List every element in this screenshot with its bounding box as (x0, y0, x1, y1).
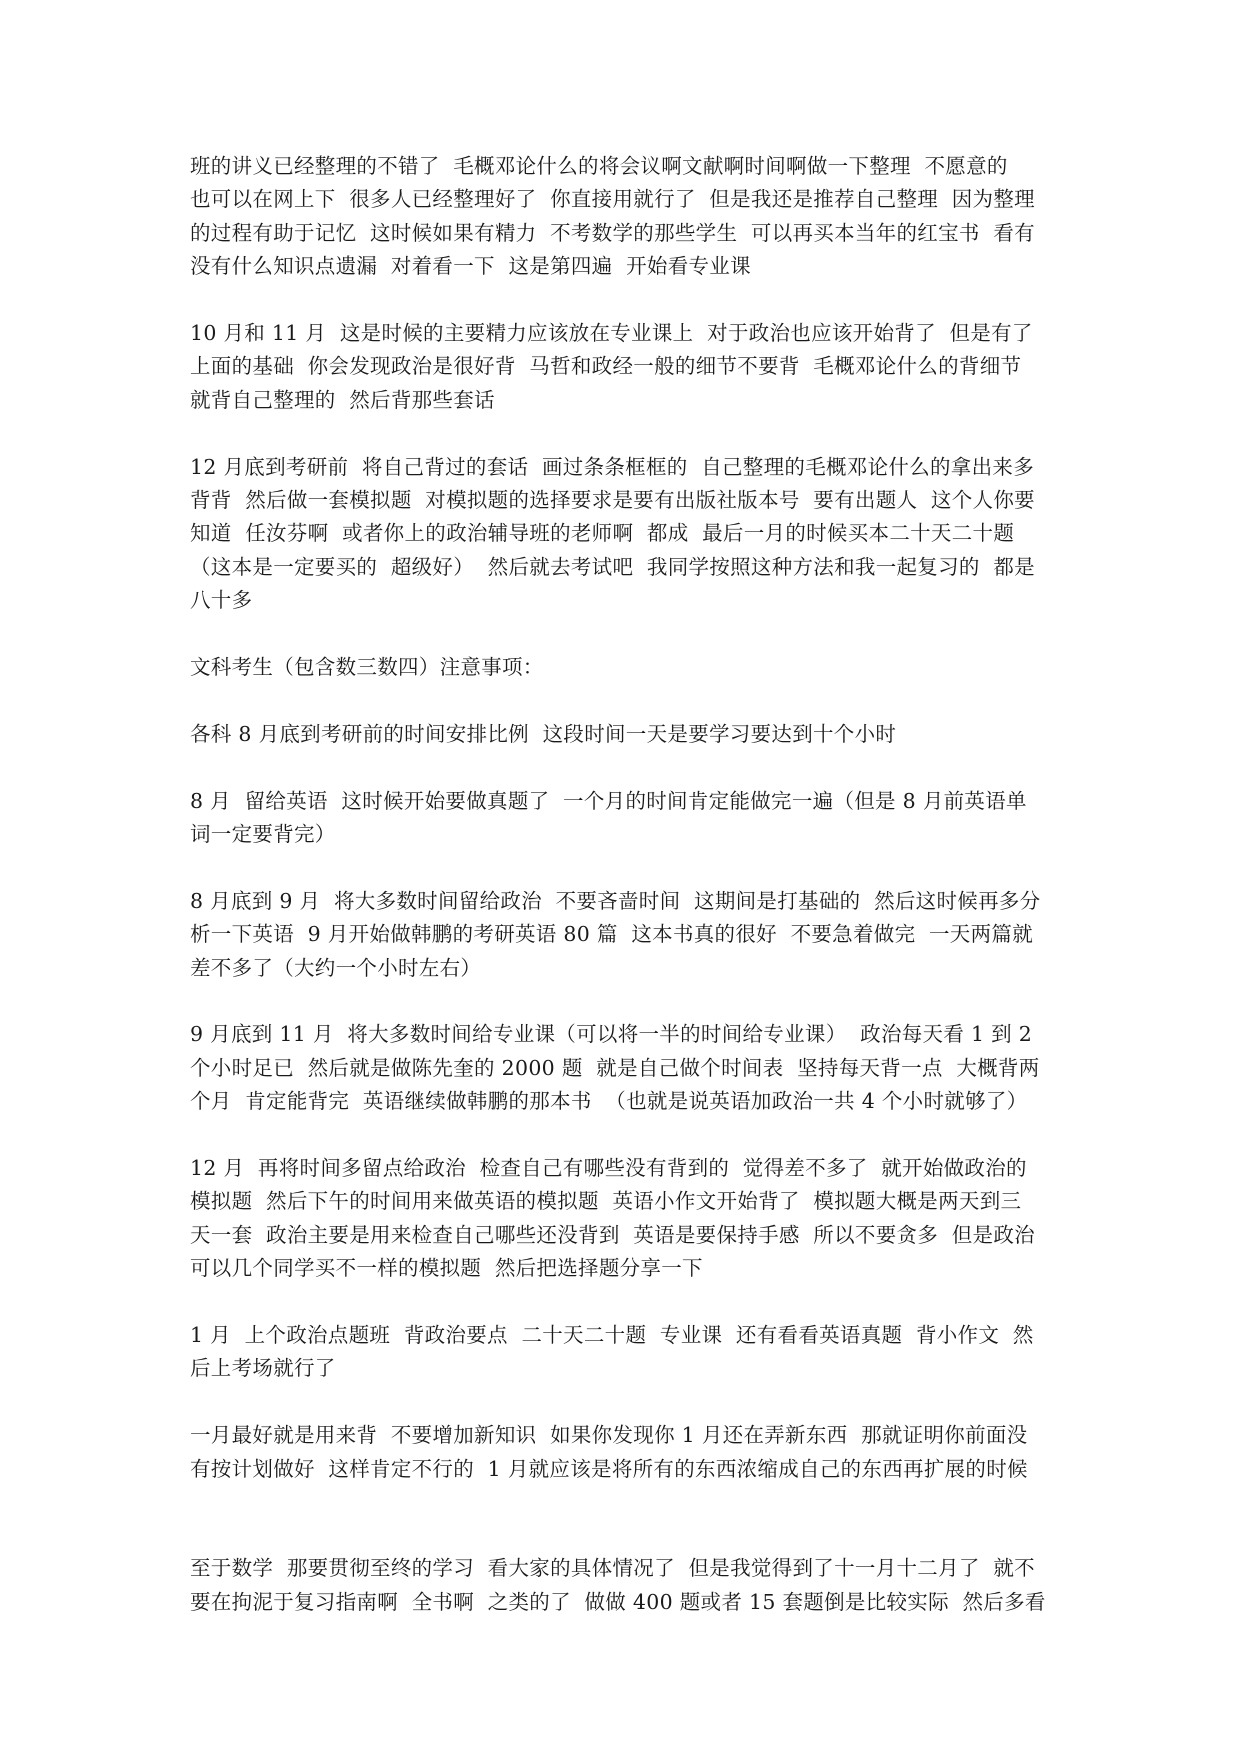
text-line: 个小时足已 然后就是做陈先奎的 2000 题 就是自己做个时间表 坚持每天背一点 大概背两 (190, 1055, 1040, 1080)
text-line: 要在拘泥于复习指南啊 全书啊 之类的了 做做 400 题或者 15 套题倒是比较实际 然后多看 (190, 1589, 1046, 1614)
text-line: 后上考场就行了 (190, 1356, 336, 1381)
text-line: 可以几个同学买不一样的模拟题 然后把选择题分享一下 (190, 1256, 703, 1281)
text-line: 八十多 (190, 588, 253, 613)
document-body (190, 150, 1070, 1653)
text-line: 文科考生（包含数三数四）注意事项： (190, 655, 544, 680)
paragraph (190, 1552, 1070, 1619)
text-line: （这本是一定要买的 超级好） 然后就去考试吧 我同学按照这种方法和我一起复习的 都是 (190, 554, 1035, 579)
paragraph (190, 1419, 1070, 1486)
text-line: 知道 任汝芬啊 或者你上的政治辅导班的老师啊 都成 最后一月的时候买本二十天二十题 (190, 521, 1015, 546)
text-line: 9 月底到 11 月 将大多数时间给专业课（可以将一半的时间给专业课） 政治每天看 1 到 2 (190, 1022, 1033, 1047)
text-line: 有按计划做好 这样肯定不行的 1 月就应该是将所有的东西浓缩成自己的东西再扩展的时候 (190, 1456, 1028, 1481)
text-line: 上面的基础 你会发现政治是很好背 马哲和政经一般的细节不要背 毛概邓论什么的背细节 (190, 354, 1022, 379)
paragraph (190, 1152, 1070, 1286)
text-line: 8 月底到 9 月 将大多数时间留给政治 不要吝啬时间 这期间是打基础的 然后这时候再多分 (190, 888, 1041, 913)
text-line: 模拟题 然后下午的时间用来做英语的模拟题 英语小作文开始背了 模拟题大概是两天到三 (190, 1189, 1022, 1214)
text-line: 差不多了（大约一个小时左右） (190, 955, 482, 980)
text-line: 1 月 上个政治点题班 背政治要点 二十天二十题 专业课 还有看看英语真题 背小作文 然 (190, 1323, 1034, 1348)
text-line: 班的讲义已经整理的不错了 毛概邓论什么的将会议啊文献啊时间啊做一下整理 不愿意的 (190, 154, 1008, 178)
text-line: 没有什么知识点遗漏 对着看一下 这是第四遍 开始看专业课 (190, 254, 751, 279)
paragraph (190, 785, 1070, 852)
text-line: 背背 然后做一套模拟题 对模拟题的选择要求是要有出版社版本号 要有出题人 这个人你要 (190, 488, 1035, 513)
paragraph (190, 885, 1070, 985)
text-line: 析一下英语 9 月开始做韩鹏的考研英语 80 篇 这本书真的很好 不要急着做完 一天两篇就 (190, 922, 1034, 947)
paragraph (190, 1018, 1070, 1118)
paragraph (190, 317, 1070, 417)
text-line: 天一套 政治主要是用来检查自己哪些还没背到 英语是要保持手感 所以不要贪多 但是政治 (190, 1222, 1035, 1247)
text-line: 至于数学 那要贯彻至终的学习 看大家的具体情况了 但是我觉得到了十一月十二月了 就不 (190, 1556, 1035, 1581)
text-line: 个月 肯定能背完 英语继续做韩鹏的那本书 （也就是说英语加政治一共 4 个小时就够了） (190, 1089, 1028, 1114)
paragraph (190, 718, 1070, 751)
paragraph (190, 1319, 1070, 1386)
paragraph (190, 150, 1070, 284)
text-line: 12 月底到考研前 将自己背过的套话 画过条条框框的 自己整理的毛概邓论什么的拿出来多 (190, 454, 1034, 479)
blank-spacer (190, 1519, 1070, 1552)
text-line: 一月最好就是用来背 不要增加新知识 如果你发现你 1 月还在弄新东西 那就证明你前面没 (190, 1423, 1028, 1448)
text-line: 各科 8 月底到考研前的时间安排比例 这段时间一天是要学习要达到十个小时 (190, 721, 897, 746)
text-line: 12 月 再将时间多留点给政治 检查自己有哪些没有背到的 觉得差不多了 就开始做政治的 (190, 1156, 1027, 1181)
text-line: 10 月和 11 月 这是时候的主要精力应该放在专业课上 对于政治也应该开始背了 但是有了 (190, 321, 1033, 346)
text-line: 也可以在网上下 很多人已经整理好了 你直接用就行了 但是我还是推荐自己整理 因为整理 (190, 187, 1035, 212)
section-heading (190, 651, 1070, 684)
text-line: 词一定要背完） (190, 822, 336, 847)
text-line: 8 月 留给英语 这时候开始要做真题了 一个月的时间肯定能做完一遍（但是 8 月前英语单 (190, 788, 1027, 813)
text-line: 的过程有助于记忆 这时候如果有精力 不考数学的那些学生 可以再买本当年的红宝书 看有 (190, 220, 1035, 245)
text-line: 就背自己整理的 然后背那些套话 (190, 387, 495, 412)
paragraph (190, 451, 1070, 618)
